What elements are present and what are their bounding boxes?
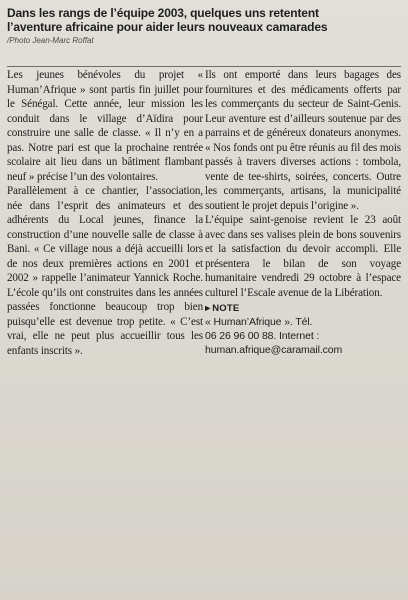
note-heading: [205, 302, 401, 315]
note-heading-label: NOTE: [212, 303, 240, 314]
article-paragraph: Les jeunes bénévoles du projet « Human’Afrique » sont partis fin juillet pour le Sénégal. Cette année, leur mission les conduit dans le village d’Aïdira pour construire une salle de classe. « Il n’y en a pas. Notre pari est que la prochaine rentrée scolaire ait lieu dans un bâtiment flambant neuf » précise l’un des volontaires.: [7, 69, 203, 183]
caption-line-2: l’aventure africaine pour aider leurs nouveaux camarades: [7, 20, 328, 34]
article-paragraph: L’équipe saint-genoise revient le 23 août avec dans ses valises plein de bons souvenirs et la satisfaction du devoir accompli. Elle présentera le bilan de son voyage humanitaire vendredi 29 octobre à l’espace culturel l’Escale avenue de la Libération.: [205, 214, 401, 299]
article-paragraph: Ils ont emporté dans leurs bagages des fournitures et des médicaments offerts par les commerçants du secteur de Saint-Genis. Leur aventure est d’ailleurs soutenue par des parrains et de généreux donateurs anonymes. « Nos fonds ont pu être réunis au fil des mois passés à travers diverses actions : tombola, vente de tee-shirts, soirées, concerts. Outre les commerçants, artisans, la municipalité soutient le projet depuis l’origine ».: [205, 69, 401, 212]
note-phone: 06 26 96 00 88. Internet :: [205, 330, 320, 342]
note-line: « Human’Afrique ». Tél.: [205, 316, 313, 328]
article-paragraph: Parallèlement à ce chantier, l’association, née dans l’esprit des animateurs et des adhérents du Local jeunes, finance la construction d’une nouvelle salle de classe à Bani. « Ce village nous a déjà accueilli lors de nos deux premières actions en 2001 et 2002 » rappelle l’animateur Yannick Roche. L’école qu’ils ont construites dans les années passées fonctionne beaucoup trop bien puisqu’elle est devenue trop petite. « C’est vrai, elle ne peut plus accueillir tous les enfants inscrits ».: [7, 185, 203, 357]
caption-divider: [7, 66, 401, 67]
article-body: [7, 68, 401, 588]
article-column-right: [205, 68, 401, 588]
caption-line-1: Dans les rangs de l’équipe 2003, quelques uns retentent: [7, 6, 319, 20]
note-email: human.afrique@caramail.com: [205, 344, 343, 356]
photo-caption: [7, 6, 401, 68]
article-column-left: [7, 68, 203, 588]
note-contact: [205, 315, 401, 357]
triangle-right-icon: ▸: [205, 303, 211, 314]
photo-credit: /Photo Jean-Marc Roffat: [7, 36, 94, 45]
